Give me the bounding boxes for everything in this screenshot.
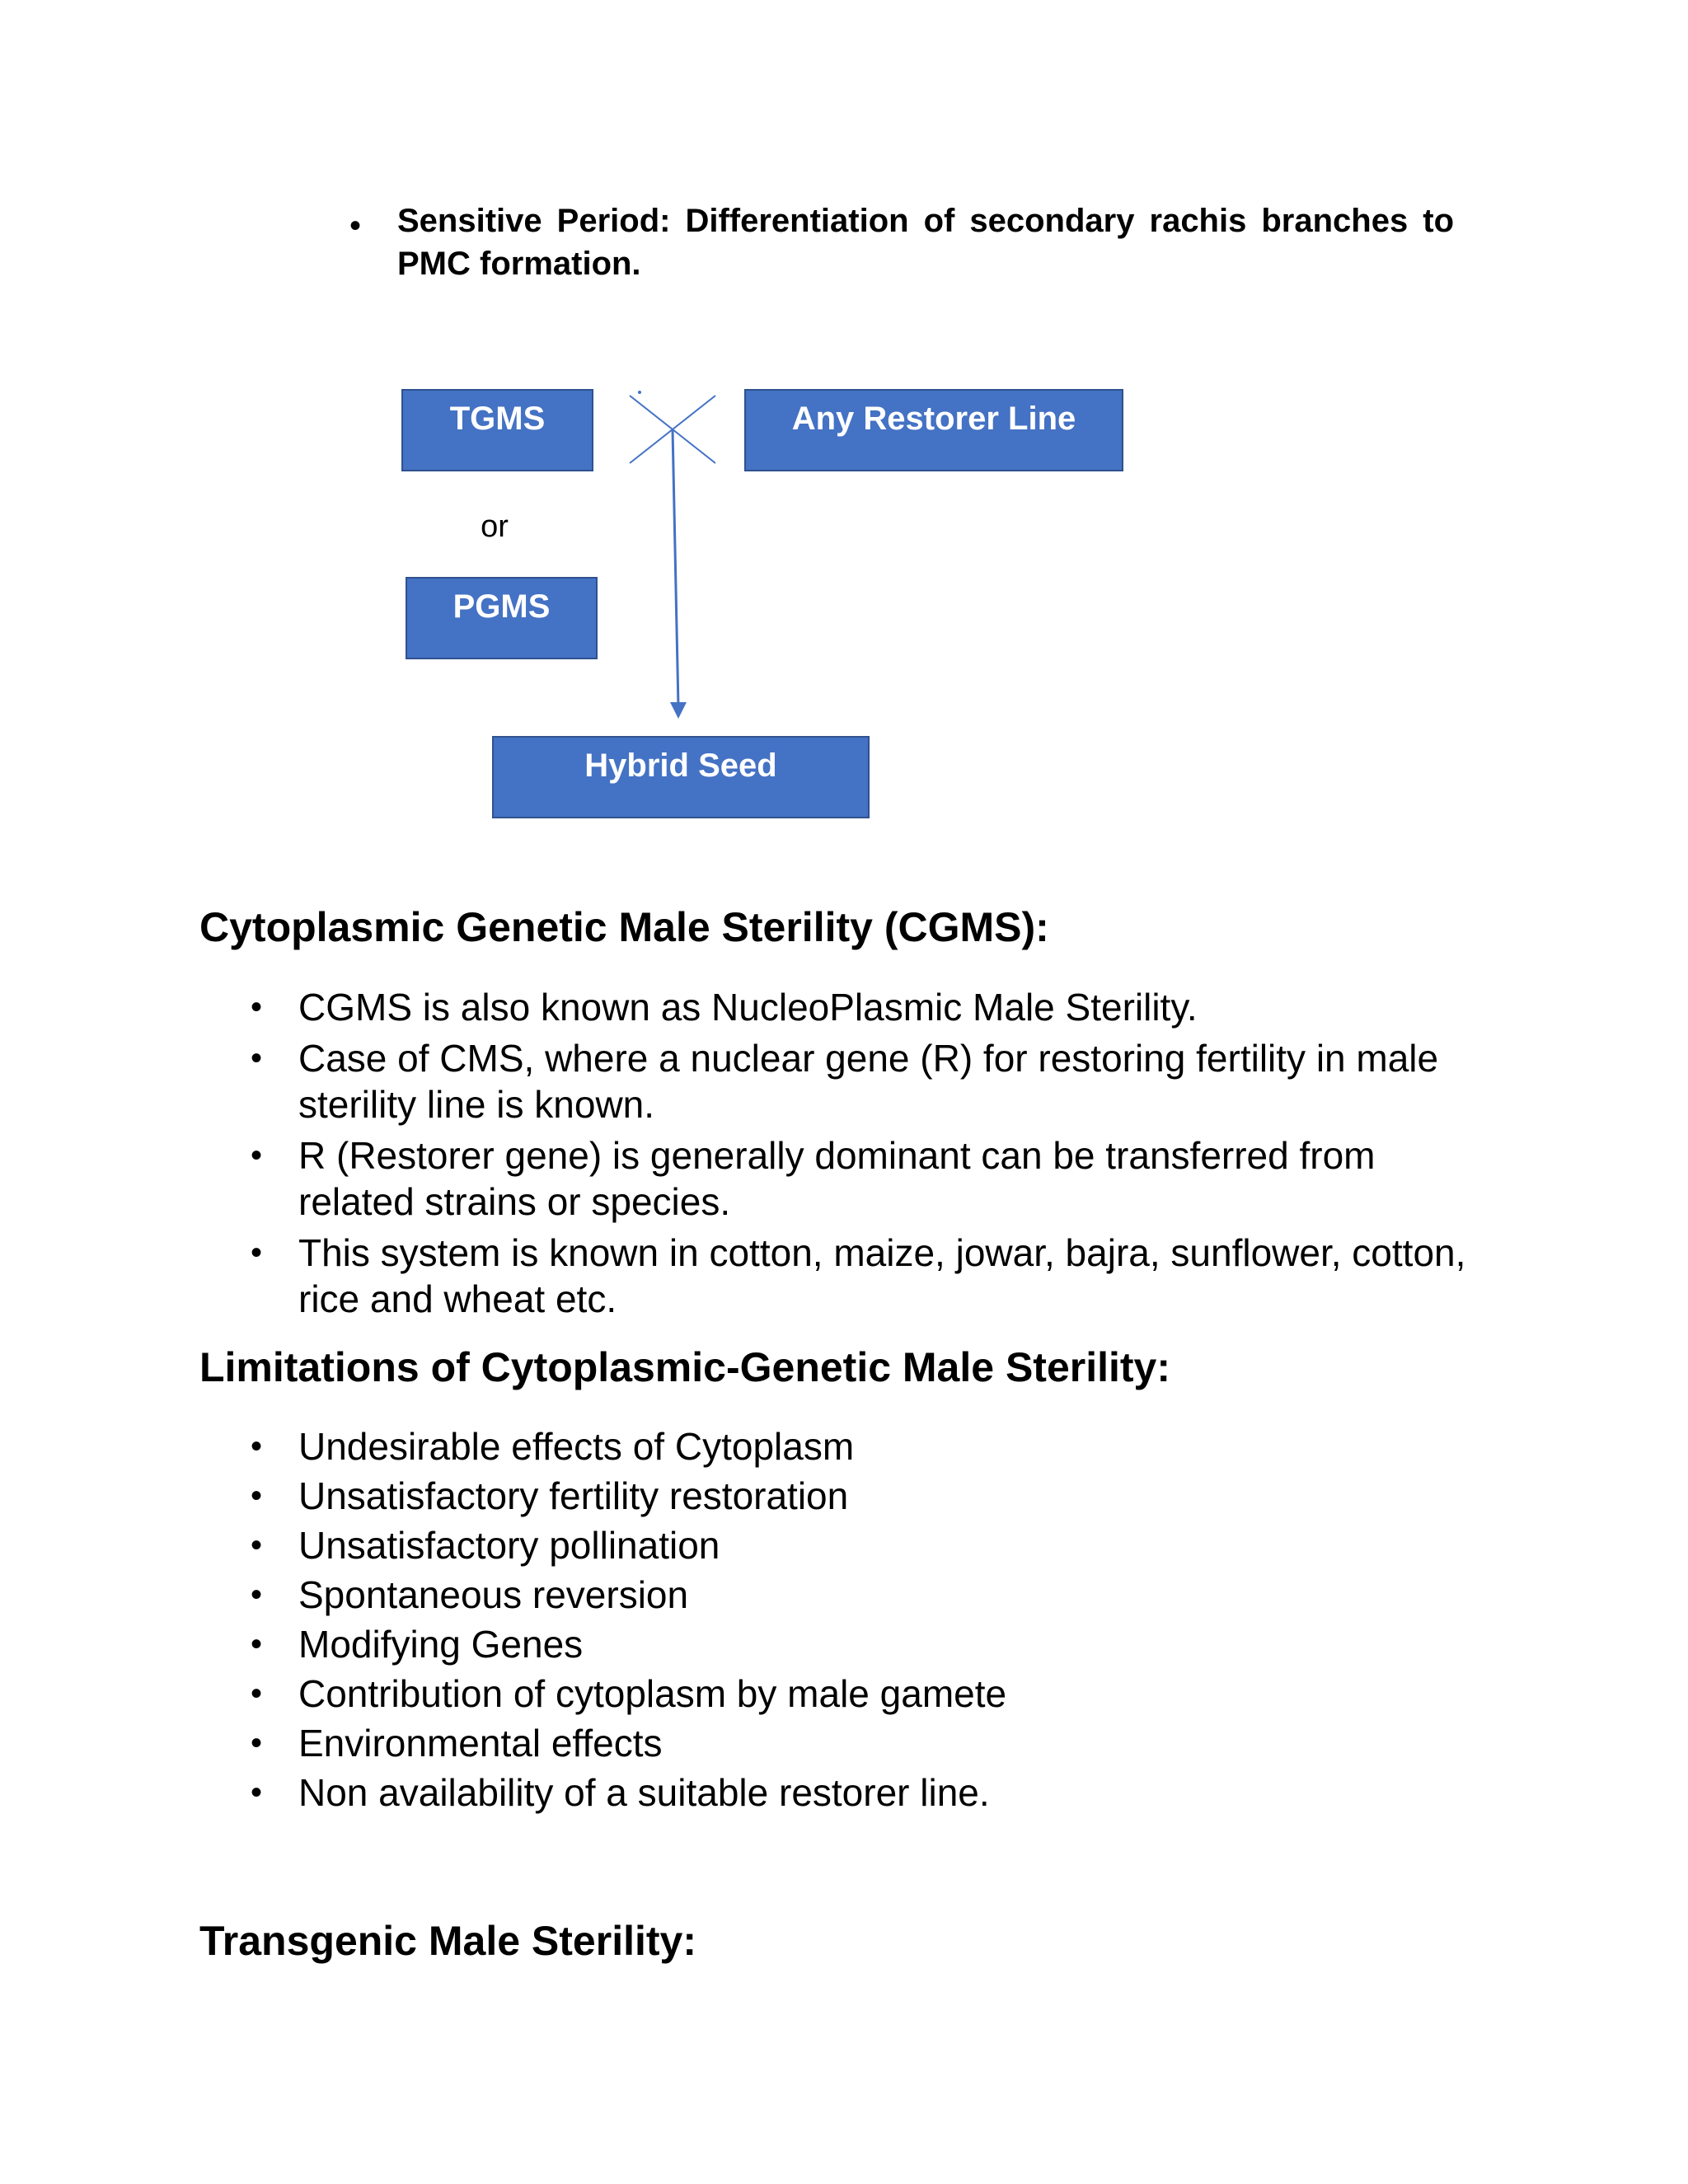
bullet-icon: • [251,989,263,1025]
bullet-icon: • [251,1774,263,1811]
bullet-icon: • [251,1478,263,1514]
bullet-icon: • [251,1626,263,1662]
list-item [199,1230,1485,1322]
bullet-icon: • [251,1577,263,1613]
arrow-down-head [670,702,687,719]
list-item-text: Case of CMS, where a nuclear gene (R) for restoring fertility in male sterility line is known. [298,1037,1439,1126]
list-item-text: This system is known in cotton, maize, jowar, bajra, sunflower, cotton, rice and wheat etc. [298,1231,1466,1320]
list-item [199,1621,1485,1667]
tgms-box: TGMS [401,389,593,471]
list-item-text: Modifying Genes [298,1623,584,1666]
list-item [199,1423,1485,1469]
transgenic-heading: Transgenic Male Sterility: [199,1918,696,1964]
cgms-heading: Cytoplasmic Genetic Male Sterility (CGMS): [199,904,1049,950]
or-label: or [481,509,509,544]
list-item-text: CGMS is also known as NucleoPlasmic Male Sterility. [298,986,1198,1029]
limitations-list [199,1423,1485,1819]
bullet-icon: • [251,1428,263,1465]
list-item-text: Contribution of cytoplasm by male gamete [298,1672,1007,1715]
bullet-icon: • [251,1235,263,1271]
list-item-text: Spontaneous reversion [298,1573,689,1616]
limitations-heading: Limitations of Cytoplasmic-Genetic Male Sterility: [199,1344,1171,1390]
cgms-list [199,984,1485,1327]
list-item-text: R (Restorer gene) is generally dominant can be transferred from related strains or species. [298,1134,1376,1223]
list-item [199,1035,1485,1127]
restorer-line-box: Any Restorer Line [744,389,1123,471]
pgms-box: PGMS [406,577,598,659]
list-item-text: Environmental effects [298,1722,663,1765]
list-item [199,1132,1485,1225]
list-item-text: Unsatisfactory pollination [298,1524,720,1567]
list-item-text: Non availability of a suitable restorer line. [298,1771,990,1814]
list-item [199,1671,1485,1717]
bullet-icon: • [251,1725,263,1761]
bullet-icon: • [251,1675,263,1712]
list-item [199,1769,1485,1816]
list-item [199,1720,1485,1766]
sensitive-period-text: Sensitive Period: Differentiation of secondary rachis branches to PMC formation. [397,203,1454,282]
hybrid-seed-box: Hybrid Seed [492,736,870,818]
list-item-text: Undesirable effects of Cytoplasm [298,1425,855,1468]
bullet-icon: • [251,1137,263,1174]
bullet-icon: • [251,1040,263,1076]
cross-dot [638,391,641,394]
arrow-down-line [673,429,678,707]
list-item [199,984,1485,1030]
bullet-icon: • [349,208,362,244]
bullet-icon: • [251,1527,263,1563]
list-item [199,1572,1485,1618]
list-item [199,1473,1485,1519]
list-item [199,1522,1485,1568]
list-item-text: Unsatisfactory fertility restoration [298,1474,849,1517]
